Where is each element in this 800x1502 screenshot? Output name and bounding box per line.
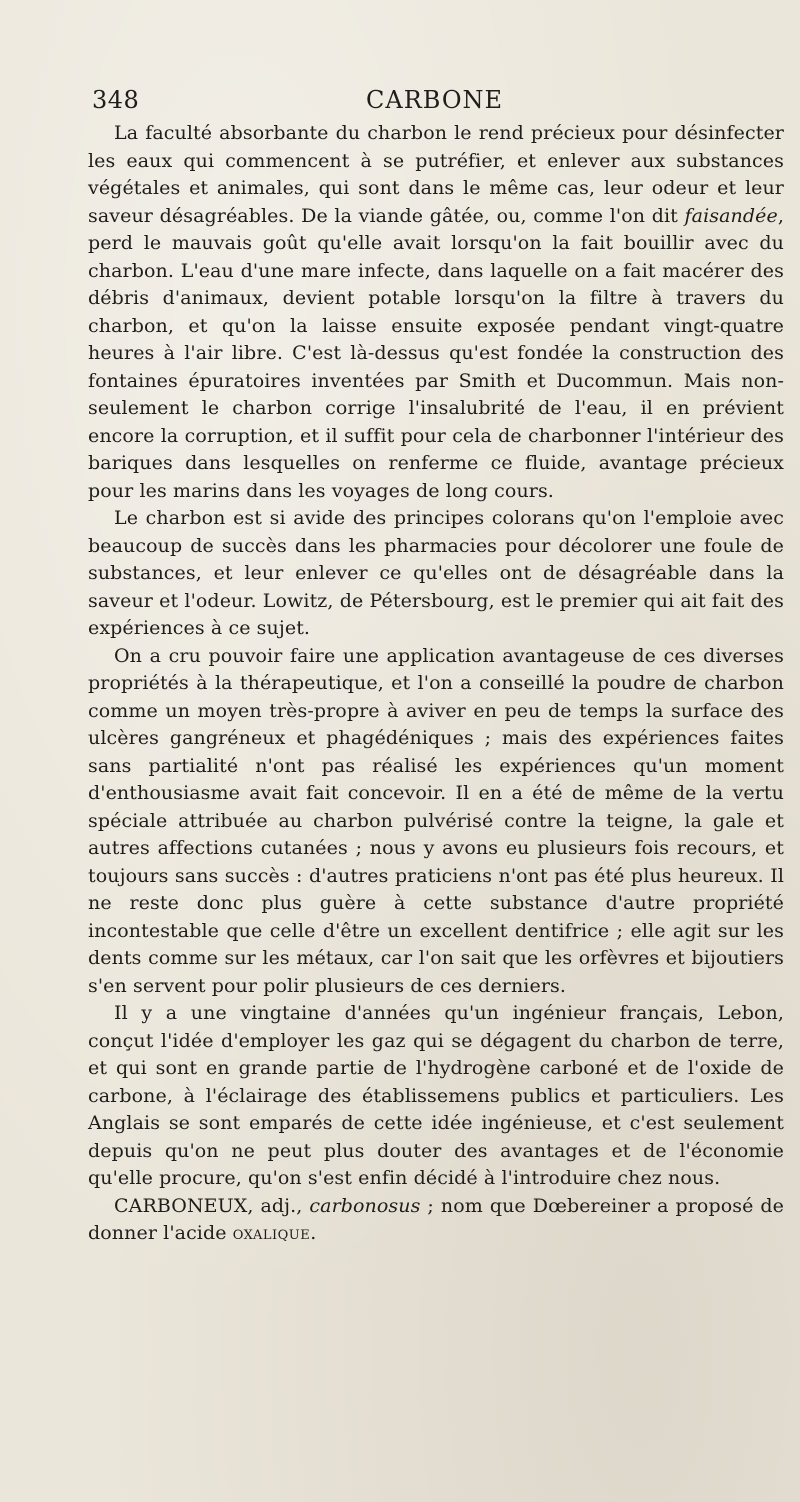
paragraph-absorbent-property xyxy=(88,120,784,505)
page-header xyxy=(88,80,784,120)
text-segment: On a cru pouvoir faire une application avantageuse de ces diverses propriétés à la thérapeutique, et l'on a conseillé la poudre de charbon comme un moyen très-propre à aviver en peu de temps la surface des ulcères gangréneux et phagédéniques ; mais des expériences faites sans partialité n'ont pas réalisé les expériences qu'un moment d'enthousiasme avait fait concevoir. Il en a été de même de la vertu spéciale attribuée au charbon pulvérisé contre la teigne, la gale et autres affections cutanées ; nous y avons eu plusieurs fois recours, et toujours sans succès : d'autres praticiens n'ont pas été plus heureux. Il ne reste donc plus guère à cette substance d'autre propriété incontestable que celle d'être un excellent dentifrice ; elle agit sur les dents comme sur les métaux, car l'on sait que les orfèvres et bijoutiers s'en servent pour polir plusieurs de ces derniers. xyxy=(88,644,784,997)
text-segment: , perd le mauvais goût qu'elle avait lorsqu'on la fait bouillir avec du charbon. L'eau d'une mare infecte, dans laquelle on a fait macérer des débris d'animaux, devient potable lorsqu'on la filtre à travers du charbon, et qu'on la laisse ensuite exposée pendant vingt-quatre heures à l'air libre. C'est là-dessus qu'est fondée la construction des fontaines épuratoires inventées par Smith et Ducommun. Mais non-seulement le charbon corrige l'insalubrité de l'eau, il en prévient encore la corruption, et il suffit pour cela de charbonner l'intérieur des bariques dans lesquelles on renferme ce fluide, avantage précieux pour les marins dans les voyages de long cours. xyxy=(88,204,784,502)
paragraph-decolorizing xyxy=(88,505,784,643)
italic-term: carbonosus xyxy=(309,1194,421,1217)
text-segment: ; nom que Dœbereiner a proposé de donner l'acide xyxy=(88,1194,784,1244)
text-segment: Il y a une vingtaine d'années qu'un ingénieur français, Lebon, conçut l'idée d'employer les gaz qui se dégagent du charbon de terre, et qui sont en grande partie de l'hydrogène carboné et de l'oxide de carbone, à l'éclairage des établissemens publics et particuliers. Les Anglais se sont emparés de cette idée ingénieuse, et c'est seulement depuis qu'on ne peut plus douter des avantages et de l'économie qu'elle procure, qu'on s'est enfin décidé à l'introduire chez nous. xyxy=(88,1002,784,1189)
text-segment: . xyxy=(310,1222,317,1244)
page-number: 348 xyxy=(92,86,140,114)
text-segment: La faculté absorbante du charbon le rend précieux pour désinfecter les eaux qui commencent à se putréfier, et enlever aux substances végétales et animales, qui sont dans le même cas, leur odeur et leur saveur désagréables. De la viande gâtée, ou, comme l'on dit xyxy=(88,122,784,227)
cross-reference: oxalique xyxy=(232,1222,311,1244)
italic-term: faisandée xyxy=(684,204,778,227)
text-segment: Le charbon est si avide des principes colorans qu'on l'emploie avec beaucoup de succès dans les pharmacies pour décolorer une foule de substances, et leur enlever ce qu'elles ont de désagréable dans la saveur et l'odeur. Lowitz, de Pétersbourg, est le premier qui ait fait des expériences à ce sujet. xyxy=(88,507,784,639)
body-text xyxy=(88,120,784,1248)
entry-headword: CARBONEUX, adj., xyxy=(114,1194,310,1217)
book-page xyxy=(88,80,784,1248)
paragraph-gas-lighting xyxy=(88,1000,784,1193)
paragraph-carboneux-entry xyxy=(88,1193,784,1248)
running-head: CARBONE xyxy=(366,86,504,114)
paragraph-therapeutic xyxy=(88,643,784,1001)
